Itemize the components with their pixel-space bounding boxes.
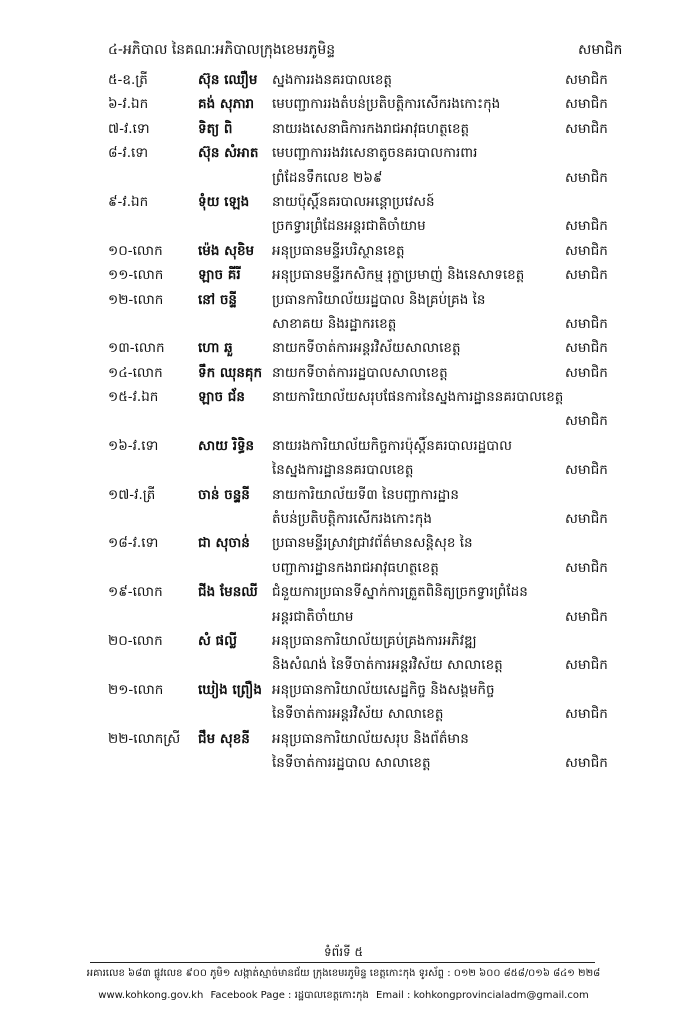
- member-number: ១៩-លោក: [108, 584, 163, 601]
- member-row-line: [0, 556, 687, 580]
- member-number: ១៦-វ.ទោ: [108, 437, 159, 454]
- member-name: គង់ សុភារា: [198, 96, 255, 113]
- member-name: ឃៀង ព្រឿង: [198, 681, 262, 698]
- member-row-line: [0, 531, 687, 555]
- member-position: ស្នងការរងនគរបាលខេត្ត: [272, 72, 392, 88]
- member-role: សមាជិក: [565, 218, 608, 235]
- member-position: នាយរងការិយាល័យកិច្ចការប៉ុស្តិ៍នគរបាលរដ្ឋបាល: [272, 437, 512, 454]
- member-position: នៃទីចាត់ការអន្តរវិស័យ សាលាខេត្ត: [272, 706, 444, 723]
- member-role: សមាជិក: [565, 462, 608, 479]
- member-row: [0, 580, 687, 629]
- member-position: និងសំណង់ នៃទីចាត់ការអន្តរវិស័យ សាលាខេត្ត: [272, 657, 503, 674]
- member-row-line: [0, 702, 687, 726]
- member-row-line: [0, 141, 687, 165]
- member-role: សមាជិក: [565, 340, 608, 357]
- member-row-line: [0, 239, 687, 263]
- member-name: ទិត្យ ពិ: [198, 120, 233, 137]
- member-position: តំបន់ប្រតិបត្តិការសើករងកោះកុង: [272, 511, 432, 528]
- member-position: អន្តរជាតិចាំយាម: [272, 608, 354, 625]
- member-row-line: [0, 166, 687, 190]
- member-position: អនុប្រធានការិយាល័យសេដ្ឋកិច្ច និងសង្គមកិច្ច: [272, 681, 495, 698]
- member-name: ជីង មែនឈី: [198, 584, 258, 601]
- member-position: នាយការិយាល័យសរុបផែនការនៃស្នងការដ្ឋាននគរបាលខេត្ត: [272, 389, 564, 406]
- member-position: សាខាគយ និងរដ្ឋាករខេត្ត: [272, 315, 397, 332]
- member-row-line: [0, 361, 687, 385]
- member-role: សមាជិក: [565, 364, 608, 381]
- member-number: ៦-វ.ឯក: [108, 96, 149, 113]
- member-row-line: [0, 580, 687, 604]
- member-position: នៃទីចាត់ការរដ្ឋបាល សាលាខេត្ត: [272, 754, 431, 771]
- member-row: [0, 92, 687, 116]
- member-row: [0, 141, 687, 190]
- member-row: [0, 68, 687, 92]
- member-name: ឡាច គីរី: [198, 267, 241, 284]
- member-row: [0, 629, 687, 678]
- member-row-line: [0, 409, 687, 433]
- email-link[interactable]: Email : kohkongprovincialadm@gmail.com: [376, 990, 589, 1001]
- facebook-page-link[interactable]: Facebook Page : រដ្ឋបាលខេត្តកោះកុង: [210, 990, 369, 1001]
- member-row-line: [0, 263, 687, 287]
- member-position: នាយប៉ុស្តិ៍នគរបាលអន្តោប្រវេសន៍: [272, 193, 435, 210]
- member-role: សមាជិក: [565, 511, 608, 528]
- member-row-line: [0, 629, 687, 653]
- member-position: នាយការិយាល័យទី៣ នៃបញ្ជាការដ្ឋាន: [272, 486, 459, 503]
- member-4-role: សមាជិក: [578, 42, 623, 58]
- member-row: [0, 288, 687, 337]
- member-number: ១២-លោក: [108, 291, 164, 308]
- member-role: សមាជិក: [565, 315, 608, 332]
- member-name: ហោ ឆួ: [198, 340, 233, 357]
- member-row-line: [0, 336, 687, 360]
- member-position: មេបញ្ជាការរងវរសេនាតូចនគរបាលការពារ: [272, 145, 478, 162]
- member-name: ទឹក ឈុនគុក: [198, 364, 263, 381]
- member-row: [0, 263, 687, 287]
- member-name: ស៊ុន ឈឿម: [198, 72, 258, 88]
- member-position: មេបញ្ជាការរងតំបន់ប្រតិបត្តិការសើករងកោះកុង: [272, 96, 501, 113]
- member-row: [0, 385, 687, 434]
- member-position: នាយរងសេនាធិការកងរាជអាវុធហត្ថខេត្ត: [272, 120, 470, 137]
- member-role: សមាជិក: [565, 706, 608, 723]
- member-row-line: [0, 117, 687, 141]
- member-number: ១៥-វ.ឯក: [108, 389, 159, 406]
- member-row: [0, 531, 687, 580]
- member-number: ១៣-លោក: [108, 340, 165, 357]
- member-position: ជំនួយការប្រធានទីស្នាក់ការត្រួតពិនិត្យច្រកទ្វារព្រំដែន: [272, 584, 528, 601]
- member-position: អនុប្រធានមន្ទីរបរិស្ថានខេត្ត: [272, 242, 405, 259]
- member-position: នៃស្នងការដ្ឋាននគរបាលខេត្ត: [272, 462, 414, 479]
- footer-divider: [90, 962, 595, 963]
- member-row-line: [0, 605, 687, 629]
- member-row-line: [0, 507, 687, 531]
- member-number: ២១-លោក: [108, 681, 164, 698]
- member-row-line: [0, 385, 687, 409]
- member-role: សមាជិក: [565, 120, 608, 137]
- member-role: សមាជិក: [565, 754, 608, 771]
- member-role: សមាជិក: [565, 608, 608, 625]
- member-row: [0, 678, 687, 727]
- member-name: ចាន់ ចន្ទ្ធនី: [198, 486, 250, 503]
- member-number: ១០-លោក: [108, 242, 163, 259]
- member-row: [0, 336, 687, 360]
- member-number: ១៧-វ.ត្រី: [108, 486, 156, 503]
- member-name: សាយ រិទ្ធិន: [198, 437, 255, 454]
- member-row-line: [0, 458, 687, 482]
- member-row-line: [0, 92, 687, 116]
- member-position: នាយកទីចាត់ការអន្តរវិស័យសាលាខេត្ត: [272, 340, 461, 357]
- member-row-line: [0, 727, 687, 751]
- member-role: សមាជិក: [565, 559, 608, 576]
- member-4-line: ៤-អភិបាល នៃគណៈអភិបាលក្រុងខេមរភូមិន្ទ: [108, 42, 336, 58]
- member-role: សមាជិក: [565, 72, 608, 88]
- member-row: [0, 117, 687, 141]
- member-name: ឡាច ជ័ន: [198, 389, 245, 406]
- member-role: សមាជិក: [565, 267, 608, 284]
- member-number: ១៨-វ.ទោ: [108, 535, 159, 552]
- member-number: ២០-លោក: [108, 632, 163, 649]
- member-number: ១១-លោក: [108, 267, 164, 284]
- member-position: នាយកទីចាត់ការរដ្ឋបាលសាលាខេត្ត: [272, 364, 448, 381]
- member-position: ប្រធានមន្ទីរស្រាវជ្រាវព័ត៌មានសន្តិសុខ នៃ: [272, 535, 473, 552]
- page-number: ទំព័រទី ៥: [324, 945, 363, 959]
- member-number: ៩-វ.ឯក: [108, 193, 149, 210]
- member-role: សមាជិក: [565, 242, 608, 259]
- member-position: ប្រធានការិយាល័យរដ្ឋបាល និងគ្រប់គ្រង នៃ: [272, 291, 486, 308]
- member-number: ៨-វ.ទោ: [108, 145, 149, 162]
- member-number: ៥-ឧ.ត្រី: [108, 72, 148, 88]
- footer-contacts: [0, 988, 687, 1003]
- member-row: [0, 361, 687, 385]
- member-name: ស៊ុន សំអាត: [198, 145, 259, 162]
- member-row-line: [0, 434, 687, 458]
- member-role: សមាជិក: [565, 413, 608, 430]
- member-row-line: [0, 214, 687, 238]
- member-position: អនុប្រធានការិយាល័យសរុប និងព័ត៌មាន: [272, 730, 469, 747]
- member-list: [0, 68, 687, 775]
- member-row-line: [0, 751, 687, 775]
- member-number: ១៤-លោក: [108, 364, 163, 381]
- member-number: ៧-វ.ទោ: [108, 120, 150, 137]
- member-row-line: [0, 678, 687, 702]
- member-row: [0, 190, 687, 239]
- member-row-line: [0, 288, 687, 312]
- member-row-line: [0, 312, 687, 336]
- member-name: នៅ ចន្ទី: [198, 291, 237, 308]
- member-position: អនុប្រធានមន្ទីរកសិកម្ម រុក្ខាប្រមាញ់ និងនេសាទខេត្ត: [272, 267, 525, 284]
- member-row-line: [0, 68, 687, 92]
- member-name: ជា សុចាន់: [198, 535, 250, 552]
- member-row: [0, 483, 687, 532]
- member-position: បញ្ជាការដ្ឋានកងរាជអាវុធហត្ថខេត្ត: [272, 559, 439, 576]
- member-row-line: [0, 653, 687, 677]
- member-position: ច្រកទ្វារព្រំដែនអន្តរជាតិចាំយាម: [272, 218, 426, 235]
- member-number: ២២-លោកស្រី: [108, 730, 181, 747]
- website-link[interactable]: www.kohkong.gov.kh: [98, 990, 204, 1001]
- member-name: សំ ផល្លី: [198, 632, 237, 649]
- member-position: អនុប្រធានការិយាល័យគ្រប់គ្រងការអភិវឌ្ឍ: [272, 632, 477, 649]
- member-row-line: [0, 483, 687, 507]
- member-row: [0, 727, 687, 776]
- member-name: ទុំយ ឡេង: [198, 193, 250, 210]
- member-position: ព្រំដែនទឹកលេខ ២៦៩: [272, 169, 383, 186]
- member-row: [0, 239, 687, 263]
- member-name: ម៉េង សុខិម: [198, 242, 255, 259]
- footer-address: អគារលេខ ៦៨៣ ផ្លូវលេខ ៩០០ ភូមិ១ សង្កាត់ស្មាច់មានជ័យ ក្រុងខេមរភូមិន្ទ ខេត្តកោះកុង ទូរស័ព្ទ : ០១២ ៦០០ ៨៥៨/០១៦ ៨៤១ ២២៨: [86, 968, 601, 979]
- member-role: សមាជិក: [565, 169, 608, 186]
- member-role: សមាជិក: [565, 96, 608, 113]
- member-row-line: [0, 190, 687, 214]
- member-role: សមាជិក: [565, 657, 608, 674]
- member-name: ជឹម សុខនី: [198, 730, 250, 747]
- member-row: [0, 434, 687, 483]
